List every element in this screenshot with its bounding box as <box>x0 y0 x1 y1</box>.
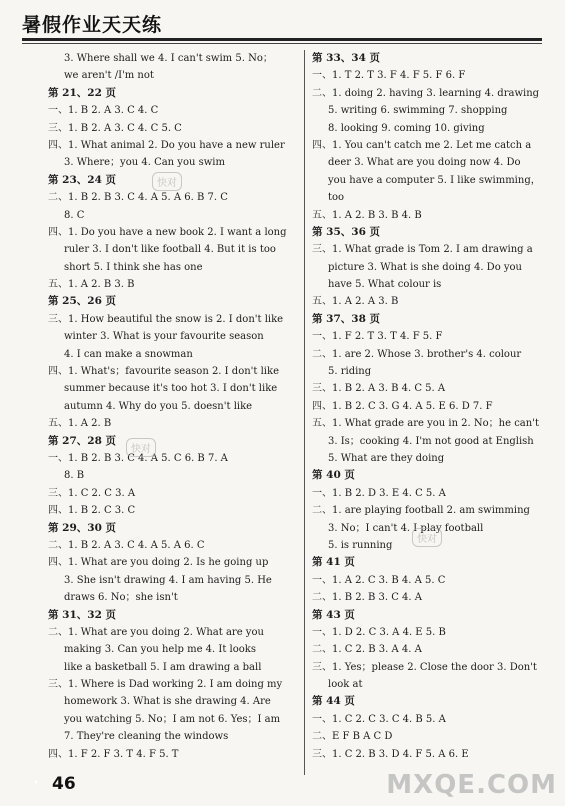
answer-line: 3. No；I can't 4. I play football <box>328 522 484 534</box>
answer-line: you have a computer 5. I like swimming， <box>328 174 541 186</box>
answer-line: 二、1. doing 2. having 3. learning 4. drawing <box>312 87 540 99</box>
answer-line: 二、1. B 2. B 3. C 4. A <box>312 592 422 604</box>
answer-line: 四、1. F 2. F 3. T 4. F 5. T <box>48 748 179 760</box>
answer-line: 一、1. F 2. T 3. T 4. F 5. F <box>312 331 443 343</box>
section-heading: 第 33、34 页 <box>312 52 381 64</box>
answer-line: 五、1. A 2. B <box>48 418 112 430</box>
column-divider <box>304 50 305 775</box>
answer-line: 三、1. Yes；please 2. Close the door 3. Don't <box>312 661 537 673</box>
answer-line: have 5. What colour is <box>328 279 442 291</box>
answer-line: 四、1. You can't catch me 2. Let me catch a <box>312 139 532 151</box>
answer-line: 二、1. B 2. A 3. C 4. A 5. A 6. C <box>48 539 205 551</box>
answer-line: 一、1. C 2. C 3. C 4. B 5. A <box>312 713 446 725</box>
answer-line: 四、1. Do you have a new book 2. I want a long <box>48 226 287 238</box>
answer-line: winter 3. What is your favourite season <box>64 331 264 343</box>
answer-line: 二、1. B 2. B 3. C 4. A 5. A 6. B 7. C <box>48 192 228 204</box>
answer-line: 5. What are they doing <box>328 452 445 464</box>
answer-line: draws 6. No；she isn't <box>64 592 178 604</box>
section-heading: 第 40 页 <box>312 469 355 482</box>
section-heading: 第 35、36 页 <box>312 225 381 238</box>
answer-line: deer 3. What are you doing now 4. Do <box>328 157 521 169</box>
answer-line: look at <box>328 679 363 691</box>
site-watermark: MXQE.COM <box>386 770 557 800</box>
answer-line: too <box>328 192 345 204</box>
answer-line: 一、1. B 2. A 3. C 4. C <box>48 105 159 117</box>
answer-line: homework 3. What is she drawing 4. Are <box>64 696 271 708</box>
answer-line: autumn 4. Why do you 5. doesn't like <box>64 400 253 412</box>
answer-line: 四、1. What's；favourite season 2. I don't like <box>48 366 279 378</box>
answer-line: making 3. Can you help me 4. It looks <box>64 644 256 656</box>
section-heading: 第 23、24 页 <box>48 173 117 186</box>
answer-line: 三、1. What grade is Tom 2. I am drawing a <box>312 244 533 256</box>
answer-line: you watching 5. No；I am not 6. Yes；I am <box>64 713 281 725</box>
answer-line: ruler 3. I don't like football 4. But it is too <box>64 244 276 256</box>
answer-line: 五、1. What grade are you in 2. No；he can't <box>312 418 539 430</box>
answer-line: like a basketball 5. I am drawing a ball <box>64 661 262 673</box>
answer-line: 二、E F B A C D <box>312 731 393 743</box>
answer-line: 二、1. C 2. B 3. A 4. A <box>312 644 422 656</box>
answer-line: picture 3. What is she doing 4. Do you <box>328 261 522 273</box>
answer-line: 8. B <box>64 470 85 482</box>
header-rule <box>22 38 542 41</box>
answer-line: 7. They're cleaning the windows <box>64 731 229 743</box>
right-answer-column <box>312 50 552 763</box>
section-heading: 第 27、28 页 <box>48 434 117 447</box>
answer-line: we aren't /I'm not <box>64 70 154 82</box>
answer-line: 三、1. B 2. A 3. B 4. C 5. A <box>312 383 446 395</box>
answer-line: 8. C <box>64 209 85 221</box>
answer-line: 三、1. How beautiful the snow is 2. I don't like <box>48 313 284 325</box>
answer-line: 二、1. What are you doing 2. What are you <box>48 626 264 638</box>
answer-line: 三、1. C 2. B 3. D 4. F 5. A 6. E <box>312 748 469 760</box>
answer-line: 四、1. What are you doing 2. Is he going up <box>48 557 269 569</box>
answer-line: 三、1. C 2. C 3. A <box>48 487 136 499</box>
answer-line: short 5. I think she has one <box>64 261 203 273</box>
answer-line: 3. She isn't drawing 4. I am having 5. He <box>64 574 272 586</box>
page-number-badge <box>22 768 92 800</box>
answer-line: 五、1. A 2. B 3. B <box>48 279 135 291</box>
answer-line: 5. writing 6. swimming 7. shopping <box>328 105 508 117</box>
answer-line: 一、1. A 2. C 3. B 4. A 5. C <box>312 574 446 586</box>
answer-line: 5. riding <box>328 366 372 378</box>
kuaidui-stamp: 快对 <box>152 172 182 191</box>
answer-line: 3. Where；you 4. Can you swim <box>64 157 225 169</box>
answer-line: 3. Where shall we 4. I can't swim 5. No； <box>64 53 273 64</box>
answer-line: 4. I can make a snowman <box>64 348 193 360</box>
answer-line: 8. looking 9. coming 10. giving <box>328 122 485 134</box>
answer-line: 三、1. Where is Dad working 2. I am doing my <box>48 679 283 691</box>
answer-line: summer because it's too hot 3. I don't like <box>64 383 278 395</box>
section-heading: 第 37、38 页 <box>312 312 381 325</box>
section-heading: 第 43 页 <box>312 608 355 621</box>
page-header <box>0 0 565 48</box>
section-heading: 第 31、32 页 <box>48 608 117 621</box>
answer-line: 五、1. A 2. B 3. B 4. B <box>312 209 422 221</box>
answer-line: 3. Is；cooking 4. I'm not good at English <box>328 435 534 447</box>
answer-line: 四、1. What animal 2. Do you have a new ruler <box>48 139 285 151</box>
kuaidui-stamp: 快对 <box>412 528 442 547</box>
page-number: 46 <box>52 774 76 794</box>
section-heading: 第 41 页 <box>312 556 355 569</box>
answer-line: 四、1. B 2. C 3. G 4. A 5. E 6. D 7. F <box>312 400 493 412</box>
left-answer-column <box>48 50 300 763</box>
answer-line: 二、1. are playing football 2. am swimming <box>312 505 530 517</box>
answer-line: 一、1. B 2. B 3. C 4. A 5. C 6. B 7. A <box>48 452 228 464</box>
answer-line: 二、1. are 2. Whose 3. brother's 4. colour <box>312 348 522 360</box>
answer-line: 一、1. D 2. C 3. A 4. E 5. B <box>312 626 446 638</box>
section-heading: 第 21、22 页 <box>48 86 117 99</box>
section-heading: 第 29、30 页 <box>48 521 117 534</box>
header-rule-thin <box>22 43 542 44</box>
answer-line: 5. is running <box>328 539 393 551</box>
kuaidui-stamp: 快对 <box>126 438 156 457</box>
answer-line: 一、1. T 2. T 3. F 4. F 5. F 6. F <box>312 70 466 82</box>
book-title: 暑假作业天天练 <box>22 14 163 36</box>
answer-line: 五、1. A 2. A 3. B <box>312 296 399 308</box>
answer-line: 一、1. B 2. D 3. E 4. C 5. A <box>312 487 446 499</box>
answer-line: 四、1. B 2. C 3. C <box>48 505 136 517</box>
answer-line: 三、1. B 2. A 3. C 4. C 5. C <box>48 122 182 134</box>
section-heading: 第 25、26 页 <box>48 295 117 308</box>
section-heading: 第 44 页 <box>312 695 355 708</box>
